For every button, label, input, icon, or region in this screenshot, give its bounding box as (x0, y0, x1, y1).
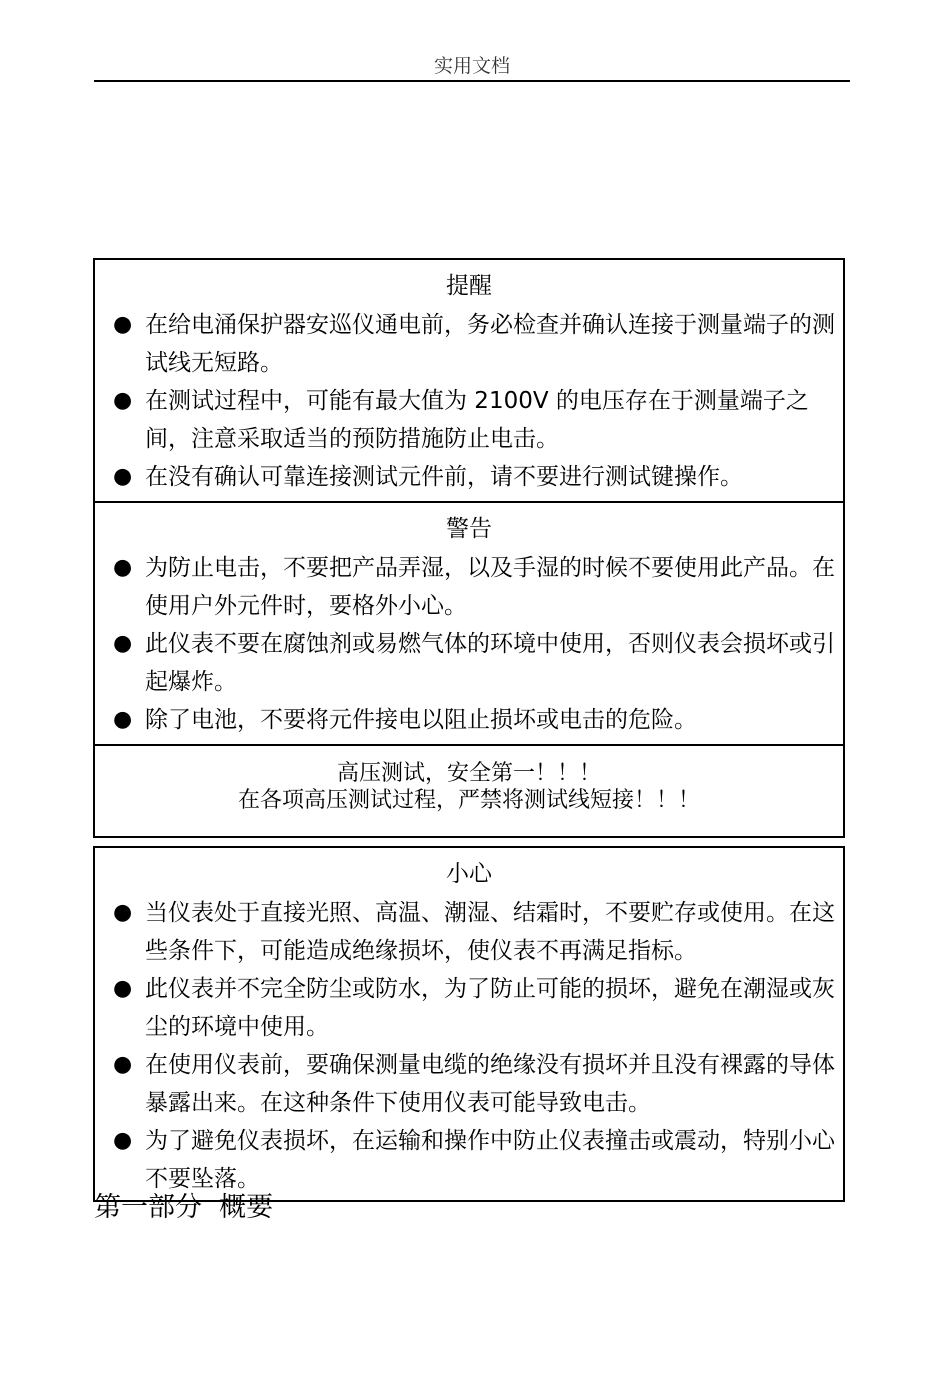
list-item (113, 458, 835, 496)
page-header (94, 52, 850, 82)
caution-title: 小心 (446, 861, 492, 887)
notice-box (93, 744, 845, 838)
reminder-title: 提醒 (446, 273, 492, 299)
bullet-icon: ● (113, 631, 133, 656)
bullet-icon: ● (113, 976, 133, 1001)
notice-text (95, 746, 843, 814)
header-title: 实用文档 (433, 55, 510, 77)
bullet-icon: ● (113, 555, 133, 580)
warning-box (93, 501, 845, 746)
list-item-text: 此仪表不要在腐蚀剂或易燃气体的环境中使用，否则仪表会损坏或引起爆炸。 (145, 631, 835, 695)
caution-list (95, 894, 843, 1198)
reminder-list (95, 306, 843, 496)
caution-box (93, 846, 845, 1202)
bullet-icon: ● (113, 464, 133, 489)
bullet-icon: ● (113, 900, 133, 925)
list-item (113, 1122, 841, 1198)
list-item-text: 为了避免仪表损坏，在运输和操作中防止仪表撞击或震动，特别小心不要坠落。 (145, 1128, 835, 1192)
section-heading: 第一部分 概要 (94, 1192, 274, 1223)
list-item-text: 此仪表并不完全防尘或防水，为了防止可能的损坏，避免在潮湿或灰尘的环境中使用。 (145, 976, 835, 1040)
bullet-icon: ● (113, 707, 133, 732)
list-item-text: 在没有确认可靠连接测试元件前，请不要进行测试键操作。 (145, 464, 743, 490)
bullet-icon: ● (113, 1128, 133, 1153)
list-item (113, 970, 841, 1046)
list-item-text: 在给电涌保护器安巡仪通电前，务必检查并确认连接于测量端子的测试线无短路。 (145, 312, 835, 376)
list-item (113, 1046, 841, 1122)
list-item-text: 除了电池，不要将元件接电以阻止损坏或电击的危险。 (145, 707, 697, 733)
list-item-text: 在使用仪表前，要确保测量电缆的绝缘没有损坏并且没有裸露的导体暴露出来。在这种条件下使用仪表可能导致电击。 (145, 1052, 835, 1116)
warning-title: 警告 (446, 516, 492, 542)
list-item (113, 382, 835, 458)
bullet-icon: ● (113, 1052, 133, 1077)
bullet-icon: ● (113, 312, 133, 337)
list-item (113, 625, 835, 701)
list-item-text: 在测试过程中，可能有最大值为 2100V 的电压存在于测量端子之间，注意采取适当的预防措施防止电击。 (145, 388, 809, 452)
list-item-text: 当仪表处于直接光照、高温、潮湿、结霜时，不要贮存或使用。在这些条件下，可能造成绝缘损坏，使仪表不再满足指标。 (145, 900, 835, 964)
list-item (113, 549, 835, 625)
reminder-box (93, 258, 845, 503)
bullet-icon: ● (113, 388, 133, 413)
list-item-text: 为防止电击，不要把产品弄湿，以及手湿的时候不要使用此产品。在使用户外元件时，要格外小心。 (145, 555, 835, 619)
notice-line-2: 在各项高压测试过程，严禁将测试线短接！！！ (237, 788, 700, 813)
list-item (113, 701, 835, 739)
notice-line-1: 高压测试，安全第一！！！ (336, 761, 601, 786)
list-item (113, 306, 835, 382)
warning-list (95, 549, 843, 739)
list-item (113, 894, 841, 970)
